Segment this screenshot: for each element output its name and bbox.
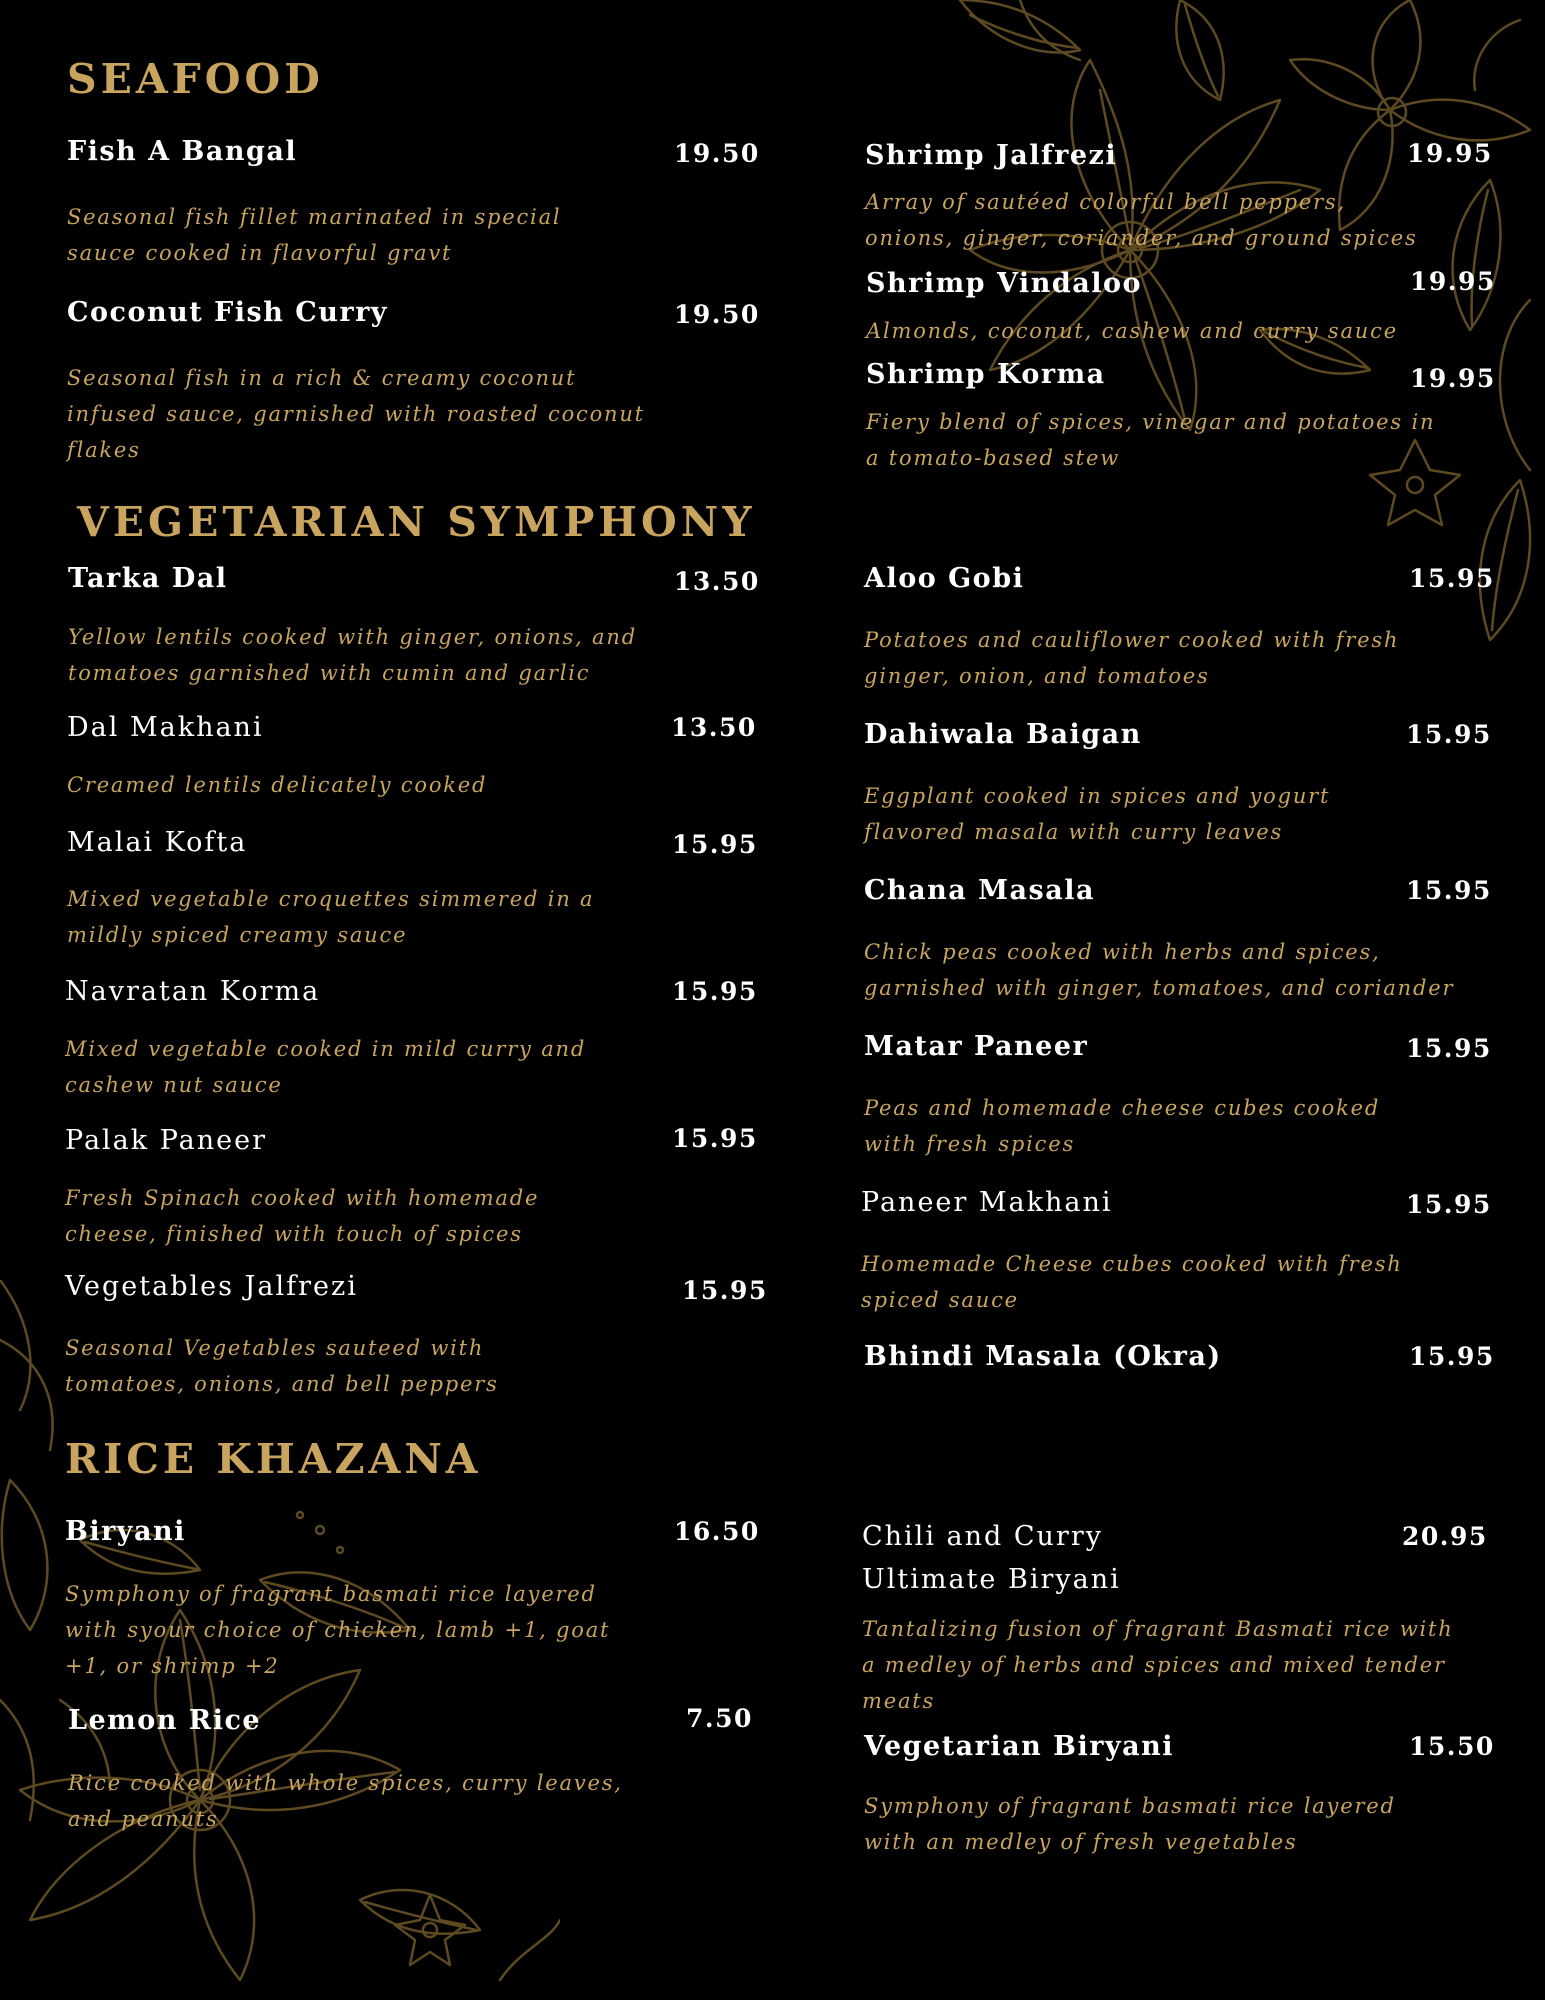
menu-item-matar-paneer xyxy=(864,1030,1494,1160)
item-description: Yellow lentils cooked with ginger, onions, and tomatoes garnished with cumin and garlic xyxy=(68,625,637,685)
item-price: 15.95 xyxy=(672,977,758,1006)
menu-item-navratan-korma xyxy=(65,975,758,1105)
item-description: Array of sautéed colorful bell peppers, onions, ginger, coriander, and ground spices xyxy=(865,190,1418,250)
item-description: Potatoes and cauliflower cooked with fresh ginger, onion, and tomatoes xyxy=(864,628,1400,688)
item-description: Seasonal fish fillet marinated in special sauce cooked in flavorful gravt xyxy=(67,205,562,265)
item-name: Vegetables Jalfrezi xyxy=(65,1271,358,1302)
item-name: Palak Paneer xyxy=(65,1125,268,1156)
menu-item-dahiwala-baigan xyxy=(864,718,1494,848)
item-description: Symphony of fragrant basmati rice layered with syour choice of chicken, lamb +1, goat +1, or shrimp +2 xyxy=(65,1582,611,1678)
item-name: Tarka Dal xyxy=(68,563,228,594)
menu-item-palak-paneer xyxy=(65,1124,758,1254)
item-name: Coconut Fish Curry xyxy=(67,297,388,328)
menu-item-vegetables-jalfrezi xyxy=(65,1270,768,1400)
item-name: Bhindi Masala (Okra) xyxy=(864,1341,1222,1372)
item-price: 16.50 xyxy=(674,1517,760,1546)
menu-item-lemon-rice xyxy=(68,1704,758,1834)
item-price: 15.95 xyxy=(1406,1190,1492,1219)
item-name: Navratan Korma xyxy=(65,976,321,1007)
item-description: Mixed vegetable cooked in mild curry and cashew nut sauce xyxy=(65,1037,587,1097)
item-price: 15.95 xyxy=(682,1276,768,1305)
item-price: 15.95 xyxy=(1406,720,1492,749)
item-description: Creamed lentils delicately cooked xyxy=(67,773,488,797)
menu-item-shrimp-vindaloo xyxy=(866,267,1496,347)
item-name: Dahiwala Baigan xyxy=(864,719,1142,750)
item-price: 15.95 xyxy=(672,830,758,859)
menu-item-malai-kofta xyxy=(67,826,758,956)
item-price: 19.95 xyxy=(1410,267,1496,296)
menu-item-shrimp-jalfrezi xyxy=(865,139,1493,259)
menu-item-dal-makhani xyxy=(67,711,757,801)
item-description: Tantalizing fusion of fragrant Basmati rice with a medley of herbs and spices and mixed tender meats xyxy=(862,1617,1454,1713)
item-description: Eggplant cooked in spices and yogurt flavored masala with curry leaves xyxy=(864,784,1331,844)
item-name: Dal Makhani xyxy=(67,712,264,743)
item-price: 15.95 xyxy=(1406,876,1492,905)
item-price: 13.50 xyxy=(674,567,760,596)
item-description: Seasonal fish in a rich & creamy coconut infused sauce, garnished with roasted coconut flakes xyxy=(67,366,645,462)
item-description: Mixed vegetable croquettes simmered in a mildly spiced creamy sauce xyxy=(67,887,595,947)
item-name: Chana Masala xyxy=(864,875,1095,906)
item-price: 7.50 xyxy=(686,1704,753,1733)
item-name: Malai Kofta xyxy=(67,827,248,858)
menu-item-chana-masala xyxy=(864,874,1504,1004)
item-price: 19.50 xyxy=(674,139,760,168)
item-name: Shrimp Vindaloo xyxy=(866,268,1142,299)
item-name: Biryani xyxy=(65,1516,186,1547)
item-name: Matar Paneer xyxy=(864,1031,1089,1062)
item-name: Aloo Gobi xyxy=(864,563,1025,594)
item-price: 20.95 xyxy=(1402,1522,1488,1551)
item-name: Fish A Bangal xyxy=(67,136,298,167)
item-description: Seasonal Vegetables sauteed with tomatoes, onions, and bell peppers xyxy=(65,1336,499,1396)
menu-item-vegetarian-biryani xyxy=(864,1730,1504,1860)
section-title-rice: RICE KHAZANA xyxy=(65,1435,482,1483)
item-price: 19.95 xyxy=(1407,139,1493,168)
item-name: Paneer Makhani xyxy=(861,1187,1113,1218)
item-price: 15.50 xyxy=(1409,1732,1495,1761)
item-price: 19.50 xyxy=(674,300,760,329)
menu-item-biryani xyxy=(65,1515,760,1685)
item-name: Shrimp Jalfrezi xyxy=(865,140,1118,171)
section-title-vegetarian: VEGETARIAN SYMPHONY xyxy=(77,498,756,546)
item-description: Fiery blend of spices, vinegar and potatoes in a tomato-based stew xyxy=(866,410,1436,470)
item-description: Peas and homemade cheese cubes cooked with fresh spices xyxy=(864,1096,1381,1156)
item-name: Lemon Rice xyxy=(68,1705,262,1736)
item-price: 15.95 xyxy=(1409,564,1495,593)
item-description: Homemade Cheese cubes cooked with fresh spiced sauce xyxy=(861,1252,1403,1312)
menu-item-tarka-dal xyxy=(68,562,760,692)
menu-item-ultimate-biryani xyxy=(862,1515,1502,1715)
item-description: Chick peas cooked with herbs and spices, garnished with ginger, tomatoes, and coriander xyxy=(864,940,1455,1000)
menu-item-shrimp-korma xyxy=(866,358,1496,478)
item-description: Almonds, coconut, cashew and curry sauce xyxy=(866,319,1398,343)
item-name: Chili and Curry Ultimate Biryani xyxy=(862,1521,1121,1595)
menu-item-fish-a-bangal xyxy=(67,135,760,275)
item-name: Shrimp Korma xyxy=(866,359,1106,390)
menu-item-aloo-gobi xyxy=(864,562,1494,692)
item-price: 15.95 xyxy=(1409,1342,1495,1371)
item-description: Symphony of fragrant basmati rice layered with an medley of fresh vegetables xyxy=(864,1794,1396,1854)
item-price: 13.50 xyxy=(671,713,757,742)
menu-item-coconut-fish-curry xyxy=(67,296,760,462)
section-title-seafood: SEAFOOD xyxy=(67,55,324,103)
item-name: Vegetarian Biryani xyxy=(864,1731,1175,1762)
item-price: 15.95 xyxy=(672,1124,758,1153)
item-price: 15.95 xyxy=(1406,1034,1492,1063)
item-description: Rice cooked with whole spices, curry leaves, and peanuts xyxy=(68,1771,623,1831)
menu-item-paneer-makhani xyxy=(861,1186,1501,1316)
item-price: 19.95 xyxy=(1410,364,1496,393)
menu-item-bhindi-masala xyxy=(864,1340,1494,1380)
item-description: Fresh Spinach cooked with homemade cheese, finished with touch of spices xyxy=(65,1186,540,1246)
